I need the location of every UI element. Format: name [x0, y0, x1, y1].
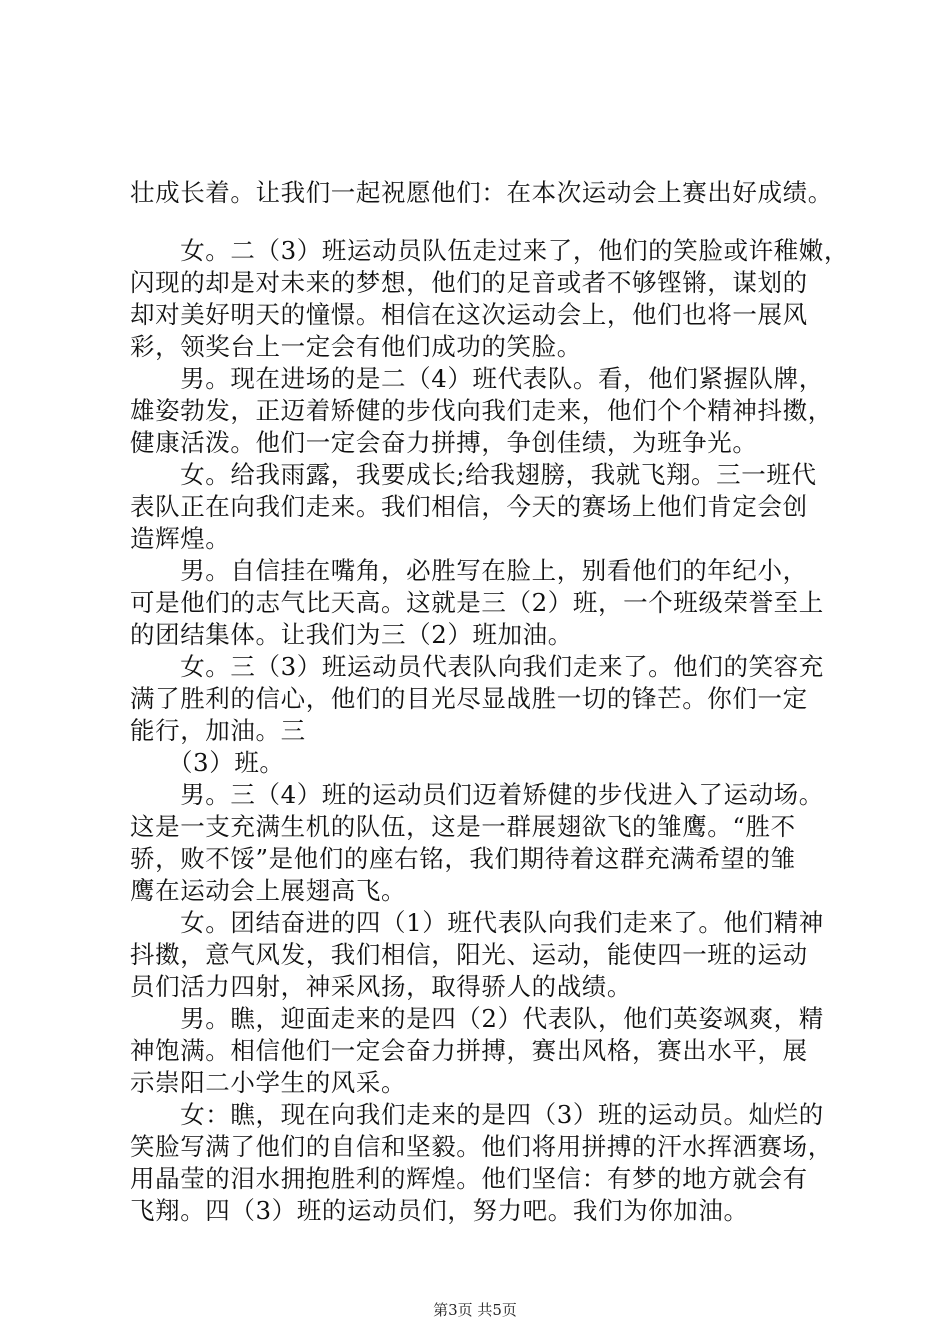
text-line: 雄姿勃发，正迈着矫健的步伐向我们走来，他们个个精神抖擞，: [130, 396, 833, 425]
text-line: 男。现在进场的是二（4）班代表队。看，他们紧握队牌，: [130, 364, 824, 393]
text-line: 男。瞧，迎面走来的是四（2）代表队，他们英姿飒爽，精: [130, 1004, 824, 1033]
text-line: 的团结集体。让我们为三（2）班加油。: [130, 620, 573, 649]
text-line: 员们活力四射，神采风扬，取得骄人的战绩。: [130, 972, 632, 1001]
text-line: 造辉煌。: [130, 524, 231, 553]
text-line: 骄，败不馁”是他们的座右铭，我们期待着这群充满希望的雏: [130, 844, 796, 873]
text-line: 笑脸写满了他们的自信和坚毅。他们将用拼搏的汗水挥洒赛场，: [130, 1132, 833, 1161]
text-line: （3）班。: [130, 748, 285, 777]
text-line: 这是一支充满生机的队伍，这是一群展翅欲飞的雏鹰。“胜不: [130, 812, 796, 841]
text-line: 壮成长着。让我们一起祝愿他们：在本次运动会上赛出好成绩。: [130, 178, 833, 207]
text-line: 满了胜利的信心，他们的目光尽显战胜一切的锋芒。你们一定: [130, 684, 808, 713]
text-line: 男。自信挂在嘴角，必胜写在脸上，别看他们的年纪小，: [130, 556, 808, 585]
text-line: 鹰在运动会上展翅高飞。: [130, 876, 407, 905]
text-line: 能行，加油。三: [130, 716, 306, 745]
text-line: 女。二（3）班运动员队伍走过来了，他们的笑脸或许稚嫩，: [130, 236, 849, 265]
text-line: 女：瞧，现在向我们走来的是四（3）班的运动员。灿烂的: [130, 1100, 824, 1129]
text-line: 神饱满。相信他们一定会奋力拼搏，赛出风格，赛出水平，展: [130, 1036, 808, 1065]
text-line: 却对美好明天的憧憬。相信在这次运动会上，他们也将一展风: [130, 300, 808, 329]
text-line: 抖擞，意气风发，我们相信，阳光、运动，能使四一班的运动: [130, 940, 808, 969]
text-line: 可是他们的志气比天高。这就是三（2）班，一个班级荣誉至上: [130, 588, 824, 617]
text-line: 健康活泼。他们一定会奋力拼搏，争创佳绩，为班争光。: [130, 428, 758, 457]
text-line: 女。三（3）班运动员代表队向我们走来了。他们的笑容充: [130, 652, 824, 681]
text-line: 表队正在向我们走来。我们相信，今天的赛场上他们肯定会创: [130, 492, 808, 521]
page-footer: 第3页 共5页: [433, 1301, 517, 1319]
text-line: 示崇阳二小学生的风采。: [130, 1068, 407, 1097]
text-line: 女。团结奋进的四（1）班代表队向我们走来了。他们精神: [130, 908, 824, 937]
text-line: 飞翔。四（3）班的运动员们，努力吧。我们为你加油。: [130, 1196, 749, 1225]
text-line: 闪现的却是对未来的梦想，他们的足音或者不够铿锵，谋划的: [130, 268, 808, 297]
text-line: 女。给我雨露，我要成长;给我翅膀，我就飞翔。三一班代: [130, 460, 817, 489]
text-line: 用晶莹的泪水拥抱胜利的辉煌。他们坚信：有梦的地方就会有: [130, 1164, 808, 1193]
text-line: 男。三（4）班的运动员们迈着矫健的步伐进入了运动场。: [130, 780, 824, 809]
text-line: 彩，领奖台上一定会有他们成功的笑脸。: [130, 332, 582, 361]
